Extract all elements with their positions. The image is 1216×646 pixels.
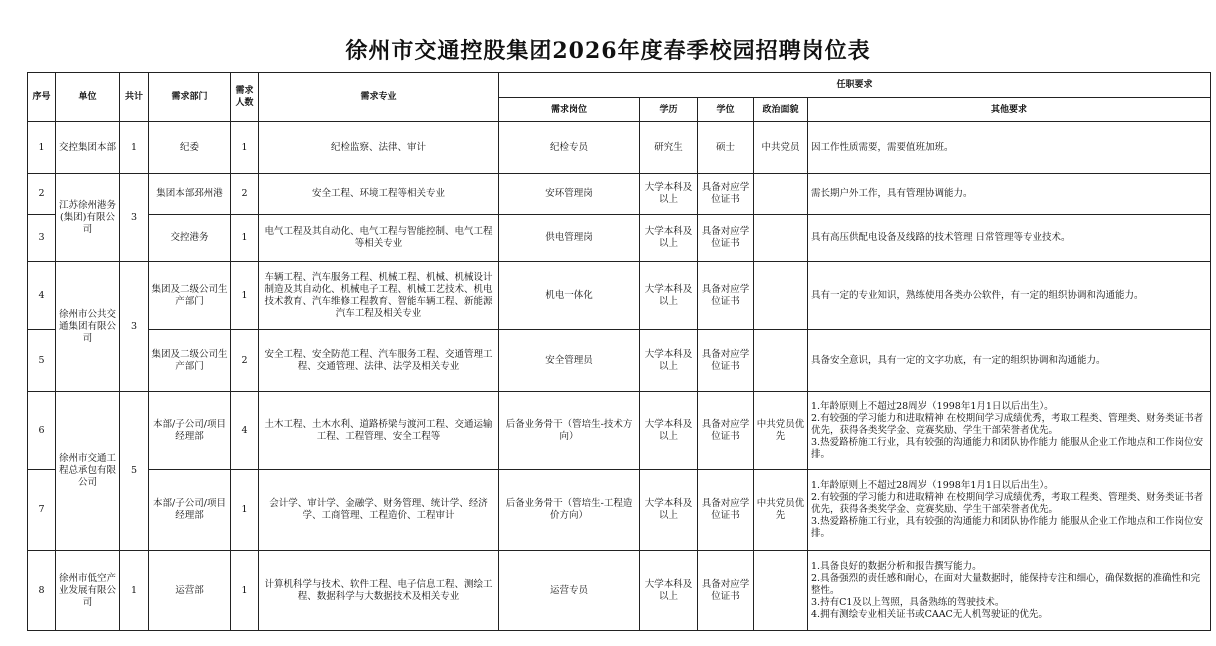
header-dept: 需求部门 [149, 73, 231, 122]
other-line: 3.热爱路桥施工行业，具有较强的沟通能力和团队协作能力 能服从企业工作地点和工作岗位安排。 [811, 436, 1204, 460]
page-title: 徐州市交通控股集团2026年度春季校园招聘岗位表 [345, 38, 871, 64]
cell-count: 1 [231, 215, 259, 262]
header-total: 共计 [120, 73, 149, 122]
cell-dept: 集团及二级公司生产部门 [149, 330, 231, 392]
other-line: 2.有较强的学习能力和进取精神 在校期间学习成绩优秀，考取工程类、管理类、财务类证书者优先，获得各类奖学金、竞赛奖励、学生干部荣誉者优先。 [811, 492, 1204, 515]
cell-total: 5 [120, 392, 149, 551]
cell-seq: 6 [28, 392, 56, 470]
header-unit: 单位 [56, 73, 120, 122]
header-other: 其他要求 [808, 98, 1211, 122]
other-line: 4.拥有测绘专业相关证书或CAAC无人机驾驶证的优先。 [811, 608, 1048, 620]
other-line: 因工作性质需要，需要值班加班。 [811, 141, 954, 153]
cell-seq: 7 [28, 470, 56, 551]
cell-count: 2 [231, 330, 259, 392]
cell-seq: 3 [28, 215, 56, 262]
cell-unit: 江苏徐州港务(集团)有限公司 [56, 174, 120, 262]
table-row [28, 330, 1211, 392]
cell-education: 研究生 [640, 122, 698, 174]
cell-education: 大学本科及以上 [640, 262, 698, 330]
cell-dept: 本部/子公司/项目经理部 [149, 470, 231, 551]
cell-total: 3 [120, 174, 149, 262]
cell-dept: 运营部 [149, 551, 231, 631]
cell-degree: 具备对应学位证书 [698, 262, 754, 330]
cell-position: 安环管理岗 [499, 174, 640, 215]
cell-dept: 纪委 [149, 122, 231, 174]
other-line: 2.有较强的学习能力和进取精神 在校期间学习成绩优秀，考取工程类、管理类、财务类证书者优先，获得各类奖学金、竞赛奖励、学生干部荣誉者优先。 [811, 412, 1204, 436]
recruitment-table [27, 72, 1211, 631]
header-requirements: 任职要求 [499, 73, 1211, 98]
table-row [28, 215, 1211, 262]
header-position: 需求岗位 [499, 98, 640, 122]
cell-political: 中共党员优先 [754, 470, 808, 551]
cell-education: 大学本科及以上 [640, 174, 698, 215]
header-major: 需求专业 [259, 73, 499, 122]
cell-total: 1 [120, 551, 149, 631]
header-degree: 学位 [698, 98, 754, 122]
cell-political [754, 551, 808, 631]
cell-count: 2 [231, 174, 259, 215]
other-line: 1.具备良好的数据分析和报告撰写能力。 [811, 560, 982, 572]
cell-political: 中共党员 [754, 122, 808, 174]
cell-education: 大学本科及以上 [640, 392, 698, 470]
cell-count: 1 [231, 551, 259, 631]
cell-unit: 徐州市低空产业发展有限公司 [56, 551, 120, 631]
header-political: 政治面貌 [754, 98, 808, 122]
other-line: 3.热爱路桥施工行业，具有较强的沟通能力和团队协作能力 能服从企业工作地点和工作岗位安排。 [811, 516, 1204, 539]
cell-other [808, 174, 1211, 215]
cell-education: 大学本科及以上 [640, 330, 698, 392]
cell-other [808, 215, 1211, 262]
other-line: 1.年龄原则上不超过28周岁（1998年1月1日以后出生）。 [811, 400, 1054, 412]
cell-major: 会计学、审计学、金融学、财务管理、统计学、经济学、工商管理、工程造价、工程审计 [259, 470, 499, 551]
cell-total: 3 [120, 262, 149, 392]
cell-political [754, 174, 808, 215]
cell-unit: 徐州市公共交通集团有限公司 [56, 262, 120, 392]
cell-seq: 2 [28, 174, 56, 215]
cell-political [754, 215, 808, 262]
cell-position: 机电一体化 [499, 262, 640, 330]
cell-degree: 具备对应学位证书 [698, 215, 754, 262]
cell-degree: 硕士 [698, 122, 754, 174]
cell-count: 4 [231, 392, 259, 470]
cell-major: 安全工程、安全防范工程、汽车服务工程、交通管理工程、交通管理、法律、法学及相关专业 [259, 330, 499, 392]
cell-position: 运营专员 [499, 551, 640, 631]
cell-count: 1 [231, 122, 259, 174]
cell-other [808, 470, 1211, 551]
other-line: 3.持有C1及以上驾照，具备熟练的驾驶技术。 [811, 596, 1005, 608]
cell-position: 后备业务骨干（管培生-工程造价方向） [499, 470, 640, 551]
cell-education: 大学本科及以上 [640, 215, 698, 262]
cell-seq: 1 [28, 122, 56, 174]
cell-degree: 具备对应学位证书 [698, 470, 754, 551]
cell-unit: 交控集团本部 [56, 122, 120, 174]
cell-degree: 具备对应学位证书 [698, 392, 754, 470]
other-line: 具有一定的专业知识，熟练使用各类办公软件，有一定的组织协调和沟通能力。 [811, 289, 1144, 301]
cell-major: 土木工程、土木水利、道路桥梁与渡河工程、交通运输工程、工程管理、安全工程等 [259, 392, 499, 470]
cell-seq: 8 [28, 551, 56, 631]
cell-seq: 5 [28, 330, 56, 392]
table-row [28, 392, 1211, 470]
table-row [28, 551, 1211, 631]
cell-position: 供电管理岗 [499, 215, 640, 262]
cell-major: 车辆工程、汽车服务工程、机械工程、机械、机械设计制造及其自动化、机械电子工程、机械工艺技术、机电技术教育、汽车维修工程教育、智能车辆工程、新能源汽车工程及相关专业 [259, 262, 499, 330]
header-education: 学历 [640, 98, 698, 122]
table-row [28, 174, 1211, 215]
other-line: 具有高压供配电设备及线路的技术管理 日常管理等专业技术。 [811, 232, 1071, 243]
cell-major: 纪检监察、法律、审计 [259, 122, 499, 174]
cell-position: 安全管理员 [499, 330, 640, 392]
cell-major: 电气工程及其自动化、电气工程与智能控制、电气工程等相关专业 [259, 215, 499, 262]
cell-degree: 具备对应学位证书 [698, 330, 754, 392]
other-line: 1.年龄原则上不超过28周岁（1998年1月1日以后出生）。 [811, 480, 1054, 491]
cell-count: 1 [231, 262, 259, 330]
table-row [28, 470, 1211, 551]
cell-seq: 4 [28, 262, 56, 330]
cell-other [808, 551, 1211, 631]
cell-political [754, 330, 808, 392]
cell-dept: 交控港务 [149, 215, 231, 262]
cell-major: 计算机科学与技术、软件工程、电子信息工程、测绘工程、数据科学与大数据技术及相关专业 [259, 551, 499, 631]
cell-total: 1 [120, 122, 149, 174]
cell-position: 纪检专员 [499, 122, 640, 174]
cell-position: 后备业务骨干（管培生-技术方向） [499, 392, 640, 470]
other-line: 需长期户外工作，具有管理协调能力。 [811, 188, 973, 199]
header-count: 需求人数 [231, 73, 259, 122]
cell-degree: 具备对应学位证书 [698, 174, 754, 215]
other-line: 2.具备强烈的责任感和耐心，在面对大量数据时，能保持专注和细心，确保数据的准确性和完整性。 [811, 572, 1201, 596]
cell-political [754, 262, 808, 330]
cell-political: 中共党员优先 [754, 392, 808, 470]
cell-count: 1 [231, 470, 259, 551]
cell-other [808, 122, 1211, 174]
cell-other [808, 330, 1211, 392]
other-line: 具备安全意识，具有一定的文字功底，有一定的组织协调和沟通能力。 [811, 354, 1106, 366]
cell-education: 大学本科及以上 [640, 551, 698, 631]
cell-other [808, 262, 1211, 330]
cell-major: 安全工程、环境工程等相关专业 [259, 174, 499, 215]
cell-degree: 具备对应学位证书 [698, 551, 754, 631]
cell-unit: 徐州市交通工程总承包有限公司 [56, 392, 120, 551]
cell-dept: 本部/子公司/项目经理部 [149, 392, 231, 470]
cell-dept: 集团本部邳州港 [149, 174, 231, 215]
cell-dept: 集团及二级公司生产部门 [149, 262, 231, 330]
table-row [28, 122, 1211, 174]
header-seq: 序号 [28, 73, 56, 122]
cell-education: 大学本科及以上 [640, 470, 698, 551]
cell-other [808, 392, 1211, 470]
table-row [28, 262, 1211, 330]
